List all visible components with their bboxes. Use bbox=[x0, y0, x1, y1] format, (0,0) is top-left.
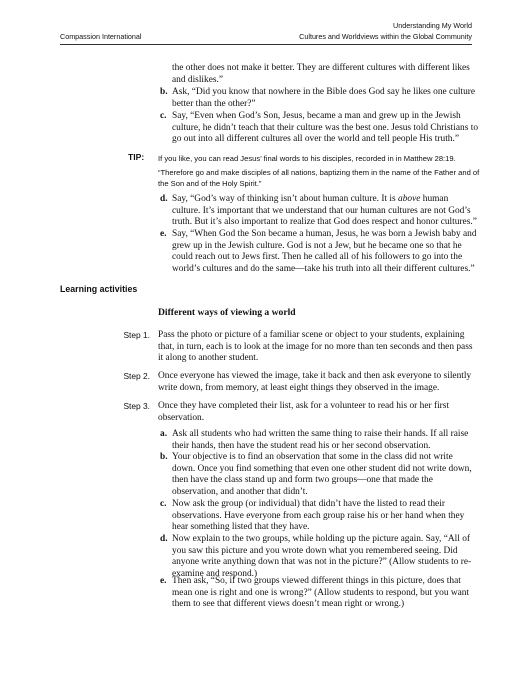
sub-item-text: Ask all students who had written the same thing to raise their hands. If all raise their hands, then have the student read his or her second observation. bbox=[172, 429, 469, 451]
list-item-label: d. bbox=[160, 194, 168, 204]
sub-item-text: Then ask, “So, if two groups viewed different things in this picture, does that mean one is right and one is wrong?” (Allow students to respond, but you want them to see that different views doesn’t mean right or wrong.) bbox=[172, 576, 470, 610]
continued-paragraph: the other does not make it better. They are different cultures with different likes and dislikes.” bbox=[172, 63, 470, 85]
sub-item-text: Your objective is to find an observation that some in the class did not write down. Once you find something that even one other student did not write down, then have the class stand up and form two groups—one that made the observation, and another that didn’t. bbox=[172, 452, 472, 497]
step-label: Step 1. bbox=[123, 330, 150, 340]
list-item-label: c. bbox=[160, 111, 167, 121]
list-item bbox=[160, 111, 479, 146]
step-label: Step 2. bbox=[123, 371, 150, 381]
step-item bbox=[123, 330, 478, 365]
sub-item bbox=[160, 534, 478, 580]
step-item bbox=[123, 371, 478, 394]
header-org: Compassion International bbox=[60, 32, 142, 41]
list-item-text-after: human culture. It’s important that we understand that our human cultures are not God’s truth. But it’s also important to realize that God does respect and honor cultures.” bbox=[172, 194, 477, 228]
step-text: Once they have completed their list, ask for a volunteer to read his or her first observation. bbox=[158, 401, 450, 423]
header-title-line2: Cultures and Worldviews within the Global Community bbox=[299, 32, 472, 41]
list-item bbox=[160, 194, 478, 229]
sub-item-label: e. bbox=[160, 576, 167, 586]
activity-title: Different ways of viewing a world bbox=[158, 307, 296, 318]
sub-item-label: b. bbox=[160, 452, 168, 462]
step-text: Pass the photo or picture of a familiar scene or object to your students, explaining that, in turn, each is to look at the image for no more than ten seconds and then pass it along to another student. bbox=[158, 330, 473, 364]
sub-item bbox=[160, 499, 478, 534]
step-label: Step 3. bbox=[123, 401, 150, 411]
sub-item-text: Now ask the group (or individual) that didn’t have the listed to read their observations. Have everyone from each group raise his or her hand when they hear something listed that they have. bbox=[172, 499, 465, 533]
tip-quote: “Therefore go and make disciples of all nations, baptizing them in the name of the Father and of the Son and of the Holy Spirit.” bbox=[158, 168, 480, 188]
list-item-label: b. bbox=[160, 87, 168, 97]
header-title bbox=[299, 20, 472, 42]
list-item-text: Say, “When God the Son became a human, Jesus, he was born a Jewish baby and grew up in the Jewish culture. God is not a Jew, but he became one so that he could reach out to Jews first. Then he called all of his followers to go into the world’s cultures and do the same—take his truth into all their different cultures.” bbox=[172, 229, 477, 274]
header-title-line1: Understanding My World bbox=[393, 21, 472, 30]
list-item-label: e. bbox=[160, 229, 167, 239]
sub-item bbox=[160, 452, 478, 498]
header-rule bbox=[60, 44, 472, 45]
list-item-text: Ask, “Did you know that nowhere in the Bible does God say he likes one culture better than the other?” bbox=[172, 87, 476, 109]
sub-item-label: a. bbox=[160, 429, 168, 439]
sub-item-label: d. bbox=[160, 534, 168, 544]
list-item-emphasis: above bbox=[398, 194, 421, 204]
sub-item-text: Now explain to the two groups, while holding up the picture again. Say, “All of you saw this picture and you wrote down what you remembered seeing. Did anyone write anything down that was not in the picture?” (Allow students to re-examine and respond.) bbox=[172, 534, 472, 579]
list-item bbox=[160, 87, 478, 110]
list-item bbox=[160, 229, 478, 275]
step-text: Once everyone has viewed the image, take it back and then ask everyone to silently write down, from memory, at least eight things they observed in the image. bbox=[158, 371, 472, 393]
list-item-text-before: Say, “God’s way of thinking isn’t about human culture. It is bbox=[172, 194, 399, 204]
section-heading: Learning activities bbox=[60, 284, 138, 294]
sub-item bbox=[160, 576, 478, 611]
list-item-text: Say, “Even when God’s Son, Jesus, became a man and grew up in the Jewish culture, he didn’t teach that their culture was the best one. Jesus told Christians to go out into all different cultures all over the world and tell people His truth.” bbox=[172, 111, 479, 145]
sub-item-label: c. bbox=[160, 499, 167, 509]
sub-item bbox=[160, 429, 478, 452]
tip-text: If you like, you can read Jesus’ final words to his disciples, recorded in in Matthew 28:19. bbox=[158, 154, 456, 163]
tip-label: TIP: bbox=[128, 152, 145, 162]
step-item bbox=[123, 401, 478, 424]
